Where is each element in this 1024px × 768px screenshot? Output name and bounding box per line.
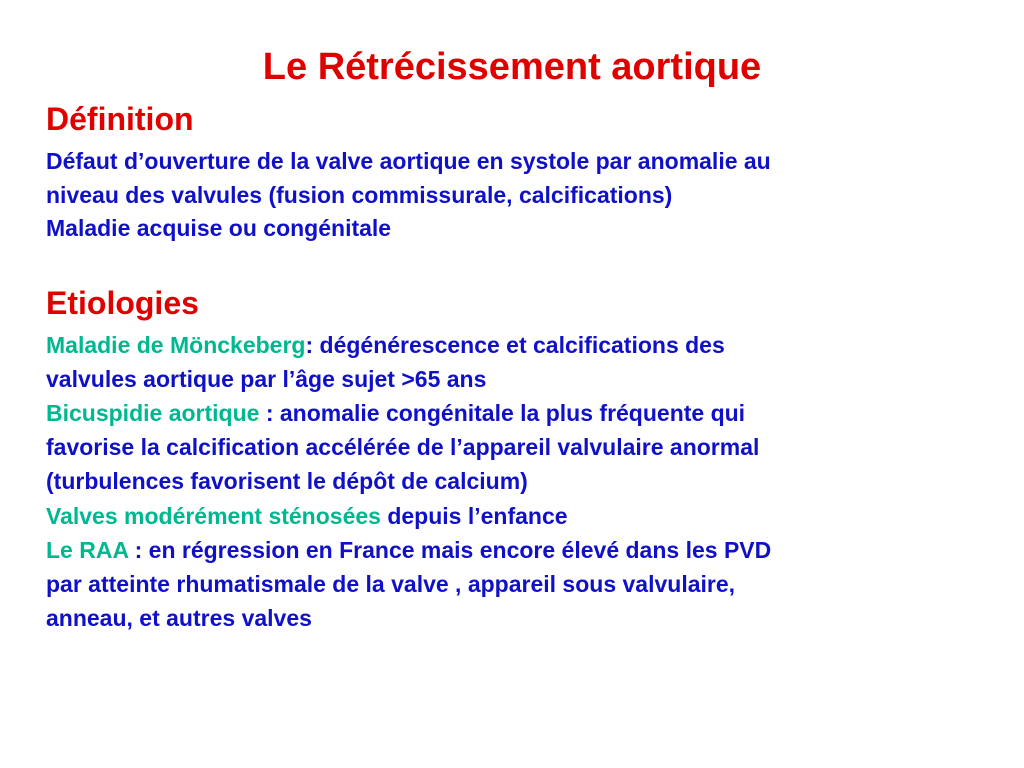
raa-continuation-2: anneau, et autres valves — [46, 605, 312, 631]
monckeberg-text: : dégénérescence et calcifications des — [305, 332, 725, 358]
valves-line — [46, 501, 568, 531]
raa-text: : en régression en France mais encore élevé dans les PVD — [128, 537, 772, 563]
bicuspidie-continuation-1: favorise la calcification accélérée de l’appareil valvulaire anormal — [46, 434, 760, 460]
definition-line-3: Maladie acquise ou congénitale — [46, 215, 392, 241]
slide-title: Le Rétrécissement aortique — [262, 46, 762, 88]
definition-line-2: niveau des valvules (fusion commissurale, calcifications) — [46, 182, 673, 208]
valves-term: Valves modérément sténosées — [46, 503, 381, 529]
definition-heading: Définition — [46, 101, 194, 137]
bicuspidie-term: Bicuspidie aortique — [46, 400, 260, 426]
raa-term: Le RAA — [46, 537, 129, 563]
valves-text: depuis l’enfance — [380, 503, 568, 529]
raa-line — [46, 535, 771, 565]
bicuspidie-continuation-2: (turbulences favorisent le dépôt de calcium) — [46, 468, 528, 494]
etiologies-heading: Etiologies — [46, 285, 199, 321]
monckeberg-continuation: valvules aortique par l’âge sujet >65 ans — [46, 366, 487, 392]
bicuspidie-line — [46, 398, 745, 428]
raa-continuation-1: par atteinte rhumatismale de la valve , appareil sous valvulaire, — [46, 571, 736, 597]
definition-line-1: Défaut d’ouverture de la valve aortique en systole par anomalie au — [46, 148, 771, 174]
bicuspidie-text: : anomalie congénitale la plus fréquente qui — [259, 400, 746, 426]
monckeberg-term: Maladie de Mönckeberg — [46, 332, 306, 358]
monckeberg-line — [46, 330, 725, 360]
